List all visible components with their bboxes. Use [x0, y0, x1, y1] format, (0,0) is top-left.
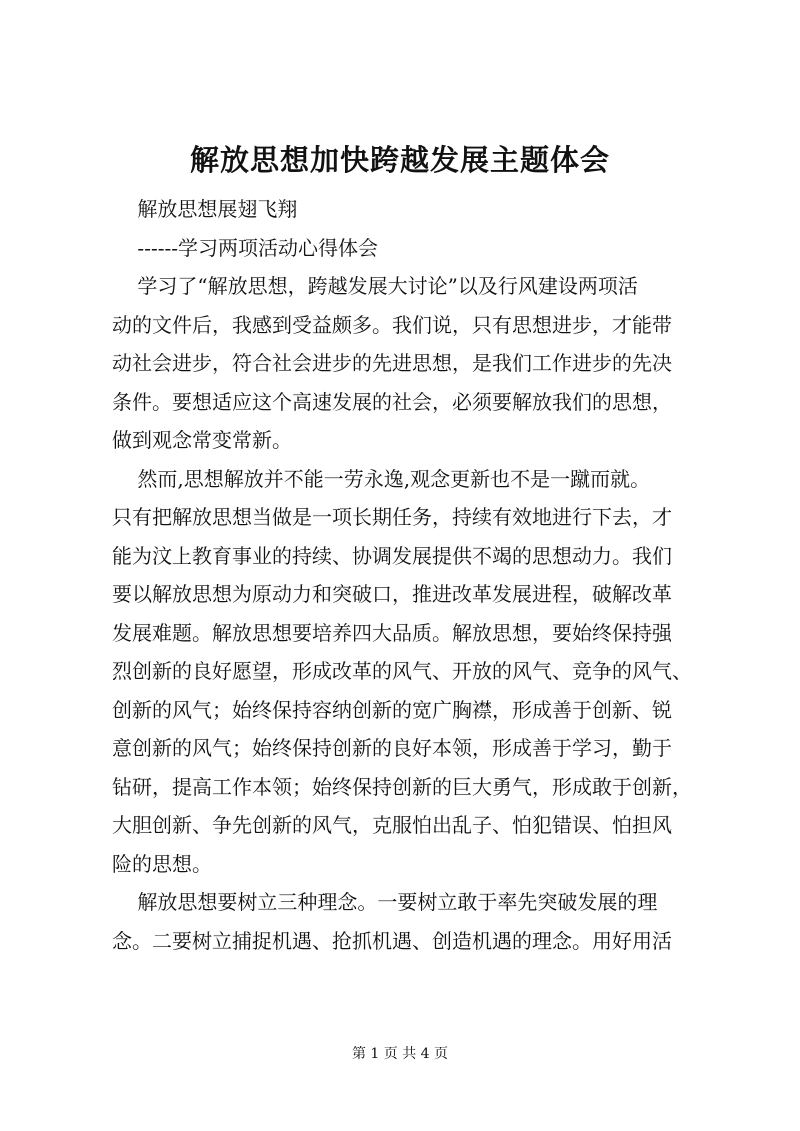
text-line: 能为汶上教育事业的持续、协调发展提供不竭的思想动力。我们 — [112, 543, 672, 568]
text-line: 念。二要树立捕捉机遇、抢抓机遇、创造机遇的理念。用好用活 — [112, 928, 672, 953]
text-line: 大胆创新、争先创新的风气，克服怕出乱子、怕犯错误、怕担风 — [112, 813, 672, 837]
document-body — [112, 190, 694, 960]
text-line: 解放思想展翅飞翔 — [112, 197, 298, 221]
text-line: 要以解放思想为原动力和突破口，推进改革发展进程，破解改革 — [112, 582, 672, 606]
text-line: 条件。要想适应这个高速发展的社会，必须要解放我们的思想， — [112, 389, 672, 414]
text-line: 险的思想。 — [112, 851, 212, 876]
text-line: 做到观念常变常新。 — [112, 428, 292, 452]
text-line: 动的文件后，我感到受益颇多。我们说，只有思想进步，才能带 — [112, 312, 672, 337]
text-line: 意创新的风气；始终保持创新的良好本领，形成善于学习，勤于 — [112, 736, 672, 760]
text-line: ------学习两项活动心得体会 — [112, 235, 378, 260]
text-line: 然而,思想解放并不能一劳永逸,观念更新也不是一蹴而就。 — [112, 466, 651, 491]
text-line: 创新的风气；始终保持容纳创新的宽广胸襟，形成善于创新、锐 — [112, 697, 672, 722]
page-footer: 第 1 页 共 4 页 — [351, 1046, 449, 1062]
text-line: 烈创新的良好愿望，形成改革的风气、开放的风气、竞争的风气、 — [112, 659, 692, 683]
text-line: 学习了“解放思想，跨越发展大讨论”以及行风建设两项活 — [112, 274, 638, 298]
document-title: 解放思想加快跨越发展主题体会 — [189, 143, 610, 177]
text-line: 钻研，提高工作本领；始终保持创新的巨大勇气，形成敢于创新， — [112, 774, 692, 799]
text-line: 解放思想要树立三种理念。一要树立敢于率先突破发展的理 — [112, 890, 658, 914]
text-line: 发展难题。解放思想要培养四大品质。解放思想，要始终保持强 — [112, 620, 672, 645]
text-line: 动社会进步，符合社会进步的先进思想，是我们工作进步的先决 — [112, 351, 672, 375]
text-line: 只有把解放思想当做是一项长期任务，持续有效地进行下去，才 — [112, 505, 672, 529]
